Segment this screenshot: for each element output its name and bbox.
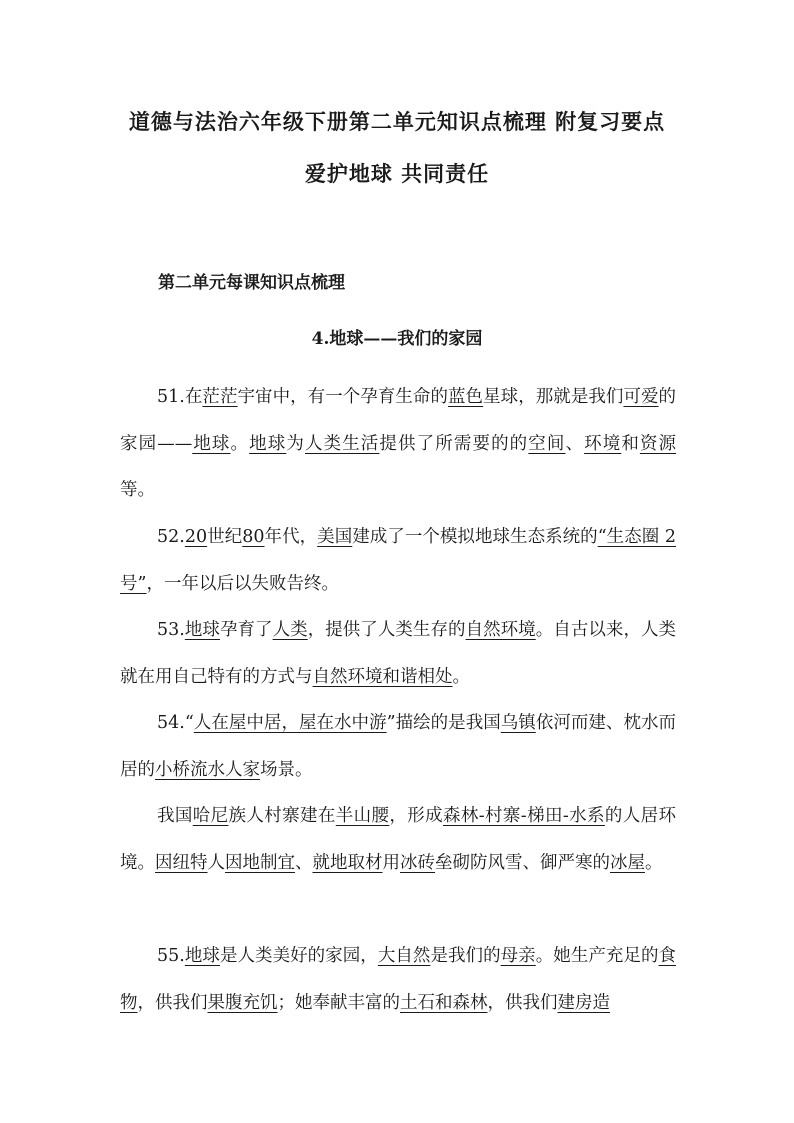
underlined-key-term: 蓝色 [448,387,484,407]
text-segment: ，一年以后以失败告终。 [146,573,339,594]
underlined-key-term: 因地制宜 [225,852,295,873]
underlined-key-term: 土石和森林 [400,992,488,1013]
text-segment: 。 [645,852,663,873]
underlined-key-term: 哈尼 [192,806,229,826]
text-segment: 场景。 [260,759,313,780]
text-segment: 为 [286,433,305,454]
underlined-key-term: 冰屋 [610,852,645,873]
underlined-key-term: 人类生活 [304,433,380,454]
underlined-key-term: 地球 [184,620,220,640]
underlined-key-term: 可爱 [623,387,659,407]
text-segment: 宇宙中，有一个孕育生命的 [237,387,449,407]
underlined-key-term: 美国 [317,527,353,547]
underlined-key-term: 环境 [584,433,622,454]
text-segment: 我国 [157,806,193,826]
underlined-key-term: 空间 [528,433,566,454]
paragraph-52 [120,514,676,607]
text-segment: 、 [295,852,313,873]
text-segment: 的人居环境。 [120,806,676,873]
text-segment: 55. [157,946,185,966]
underlined-key-term: 食物 [120,946,677,1013]
underlined-key-term: 20 [184,527,208,547]
text-segment: 用 [382,852,400,873]
text-segment: 53. [157,620,185,640]
underlined-key-term: 就地取材 [312,852,383,873]
paragraph-55 [120,933,676,1026]
underlined-key-term: 小桥流水人家 [155,759,260,780]
text-segment: ”描绘的是我国 [386,713,501,733]
text-segment: 。她生产充足的 [535,946,659,966]
text-segment: 建成了一个模拟地球生态系统的 [352,527,598,547]
text-segment: 。 [452,666,470,687]
underlined-key-term: 半山腰 [335,806,390,826]
text-segment: 孕育了 [219,620,273,640]
text-segment: ，形成 [389,806,443,826]
underlined-key-term: 自然环境和谐相处 [312,666,453,687]
lesson-heading: 4.地球——我们的家园 [311,329,483,349]
paragraph-53 [120,607,676,700]
text-segment: ，提供了人类生存的 [307,620,466,640]
text-segment: 的家园—— [120,387,677,454]
underlined-key-term: “生态圈 2 号” [120,527,677,594]
underlined-key-term: 乌镇 [500,713,536,733]
document-subtitle: 爱护地球 共同责任 [304,161,490,186]
underlined-key-term: 80 [242,527,265,547]
text-segment: ，供我们 [487,992,558,1013]
document-title: 道德与法治六年级下册第二单元知识点梳理 附复习要点 [128,109,666,134]
underlined-key-term: 资源 [639,433,677,454]
section-heading: 第二单元每课知识点梳理 [158,273,345,293]
text-segment: 星球，那就是我们 [483,387,624,407]
paragraph-hani [120,793,676,886]
text-segment: ，供我们 [137,992,208,1013]
underlined-key-term: 冰砖 [400,852,435,873]
text-segment: 世纪 [207,527,243,547]
text-segment: 族人村寨建在 [228,806,336,826]
text-segment: 提供了所需要的的 [379,433,529,454]
paragraph-51 [120,374,676,514]
text-segment: 51.在 [157,387,203,407]
text-segment: 是我们的 [430,946,501,966]
underlined-key-term: 地球 [184,946,220,966]
underlined-key-term: 大自然 [377,946,431,966]
underlined-key-term: 母亲 [500,946,536,966]
text-segment: 。自古以来，人类就在用自己特有的方式与 [120,620,677,687]
text-segment: 人 [207,852,225,873]
underlined-key-term: 自然环境 [465,620,536,640]
text-segment: 和 [621,433,640,454]
underlined-key-term: 果腹充饥 [207,992,278,1013]
text-segment: 。 [230,433,250,454]
text-segment: 、 [565,433,585,454]
text-segment: 52. [157,527,185,547]
underlined-key-term: 地球 [192,433,231,454]
text-segment: 是人类美好的家园， [219,946,378,966]
underlined-key-term: 森林-村寨-梯田-水系 [443,806,605,826]
underlined-key-term: 茫茫 [202,387,238,407]
paragraph-54 [120,700,676,793]
underlined-key-term: 人类 [272,620,308,640]
text-segment: 等。 [120,480,155,500]
text-segment: ；她奉献丰富的 [277,992,400,1013]
underlined-key-term: 人在屋中居，屋在水中游 [193,713,387,733]
text-segment: 依河而建、枕水而居的 [120,713,677,780]
underlined-key-term: 建房造 [557,992,610,1013]
text-segment: 54.“ [157,713,194,733]
underlined-key-term: 因纽特 [155,852,208,873]
underlined-key-term: 地球 [249,433,287,454]
text-segment: 垒砌防风雪、御严寒的 [435,852,610,873]
text-segment: 年代， [264,527,318,547]
